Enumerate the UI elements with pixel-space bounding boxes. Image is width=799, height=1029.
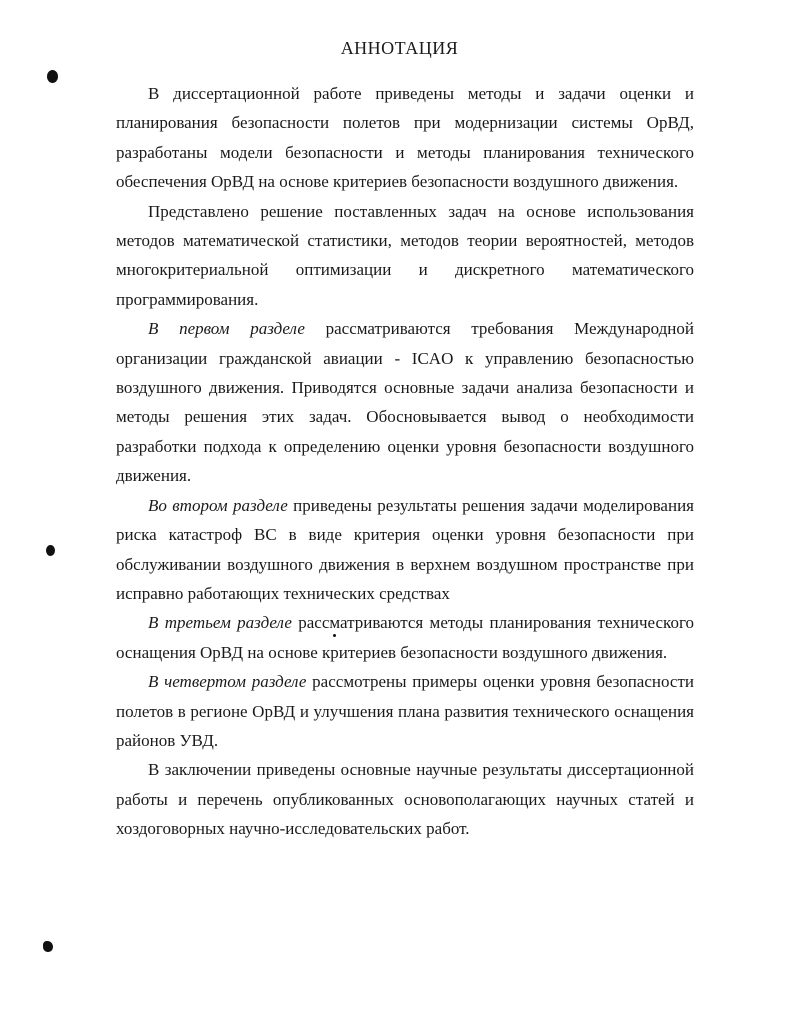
paragraph-text: Представлено решение поставленных задач на основе использования методов математической статистики, методов теории вероятностей, методов многокритериальной оптимизации и дискретного математического программирования. [116,201,694,309]
paragraph-1 [116,79,694,197]
paragraph-text: приведены результаты решения задачи моделирования риска катастроф ВС в виде критерия оценки уровня безопасности при обслуживании воздушного движения в верхнем воздушном пространстве при исправно работающих технических средствах [116,495,694,603]
paragraph-4 [116,491,694,609]
section-lead: В первом разделе [148,319,305,339]
paragraph-6 [116,667,694,755]
paragraph-3 [116,314,694,490]
scan-artifact [43,941,53,952]
section-lead: В третьем разделе [148,613,292,633]
paragraph-7 [116,755,694,843]
paragraph-text: В заключении приведены основные научные результаты диссертационной работы и перечень опубликованных основополагающих научных статей и хоздоговорных научно-исследовательских работ. [116,760,694,839]
abstract-body [116,79,694,844]
paragraph-text: рассматриваются методы планирования технического оснащения ОрВД на основе критериев безопасности воздушного движения. [116,613,694,662]
section-lead: Во втором разделе [148,495,288,515]
paragraph-text: рассматриваются требования Международной организации гражданской авиации - ICAO к управлению безопасностью воздушного движения. Приводятся основные задачи анализа безопасности и методы решения этих задач. Обосновывается вывод о необходимости разработки подхода к определению оценки уровня безопасности воздушного движения. [116,319,694,486]
scan-artifact [47,70,58,83]
paragraph-2 [116,197,694,315]
paragraph-text: рассмотрены примеры оценки уровня безопасности полетов в регионе ОрВД и улучшения плана развития технического оснащения районов УВД. [116,672,694,750]
paragraph-5 [116,608,694,667]
paragraph-text: В диссертационной работе приведены методы и задачи оценки и планирования безопасности полетов при модернизации системы ОрВД, разработаны модели безопасности и методы планирования технического обеспечения ОрВД на основе критериев безопасности воздушного движения. [116,84,694,192]
section-lead: В четвертом разделе [148,672,307,692]
scan-artifact [46,545,55,556]
page-title: АННОТАЦИЯ [340,38,459,58]
scan-artifact [333,634,336,637]
